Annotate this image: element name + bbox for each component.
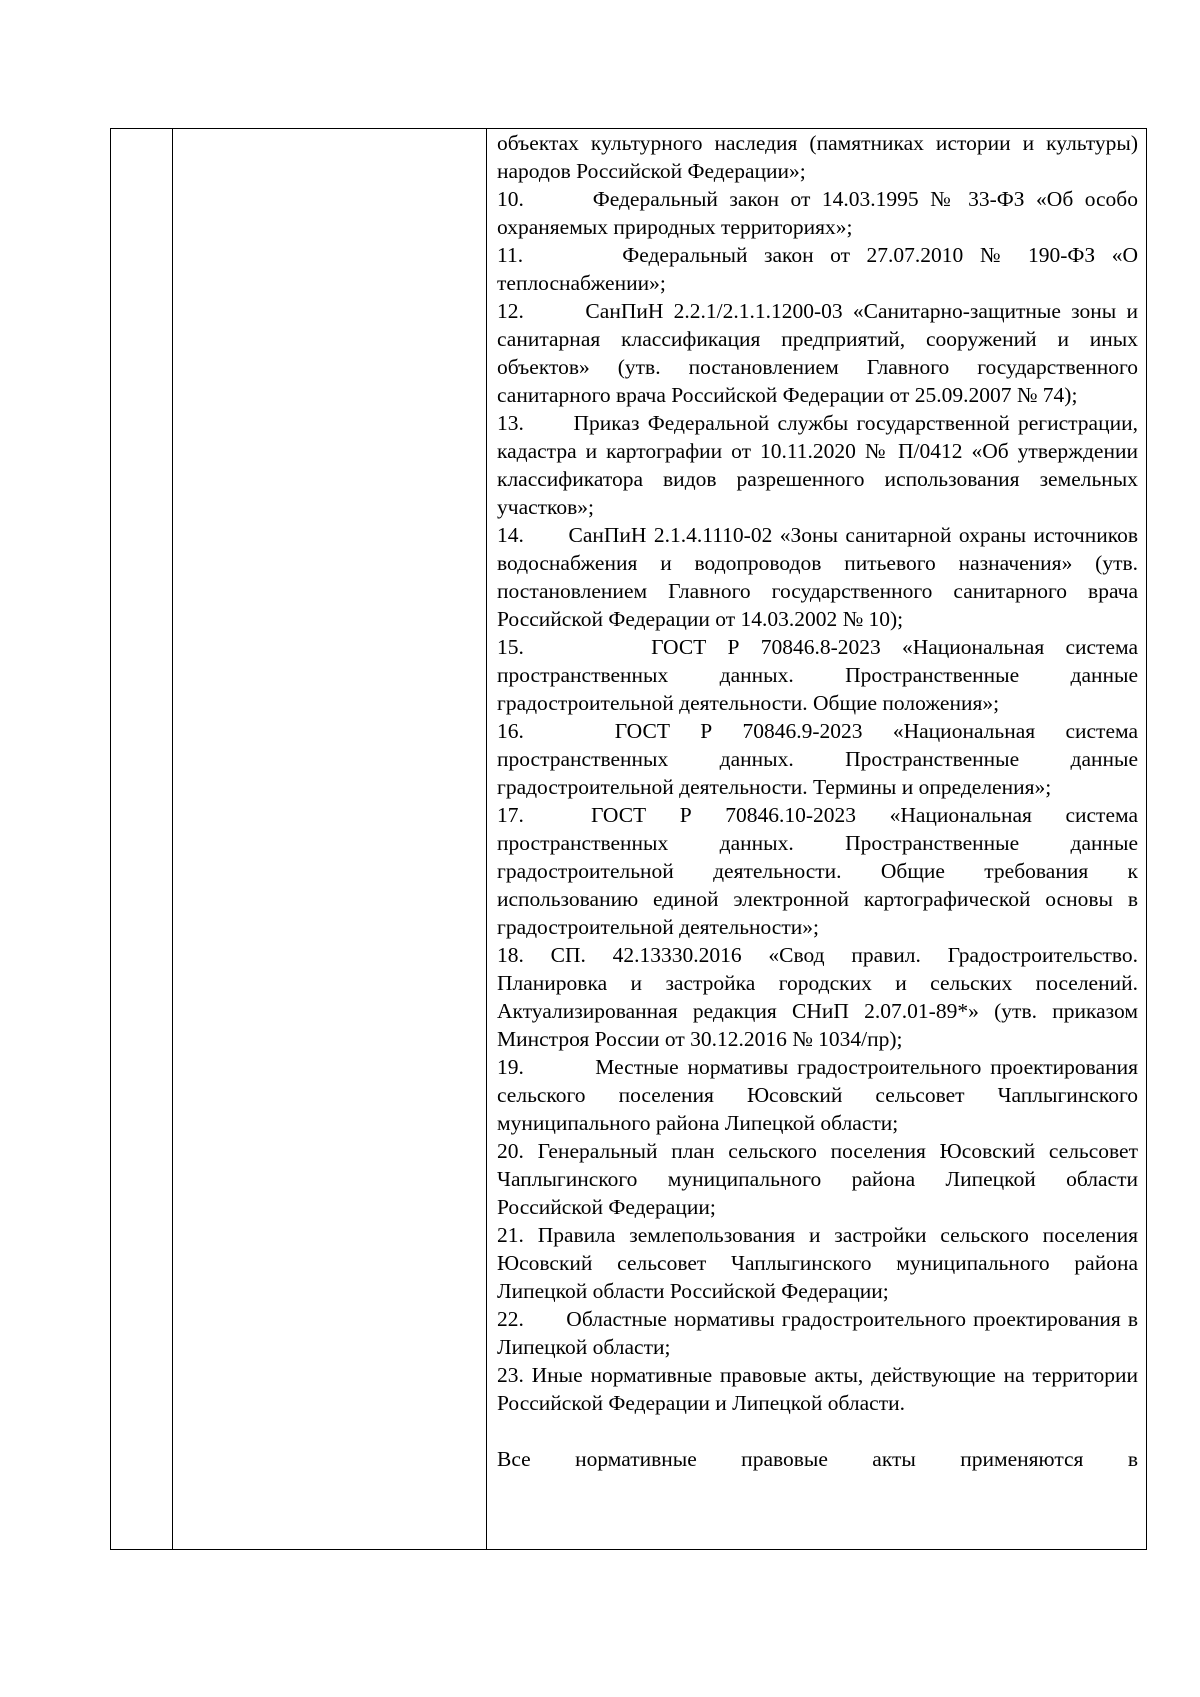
list-item: 12. СанПиН 2.2.1/2.1.1.1200-03 «Санитарно-защитные зоны и санитарная классификация предприятий, сооружений и иных объектов» (утв. постановлением Главного государственного санитарного врача Российской Федерации от 25.09.2007 № 74); xyxy=(497,299,1138,407)
list-item: объектах культурного наследия (памятниках истории и культуры) народов Российской Федерации»; xyxy=(497,131,1138,183)
content-column xyxy=(487,129,1146,1549)
number-column xyxy=(111,129,173,1549)
list-item: 23. Иные нормативные правовые акты, действующие на территории Российской Федерации и Липецкой области. xyxy=(497,1363,1138,1415)
list-item: 20. Генеральный план сельского поселения Юсовский сельсовет Чаплыгинского муниципального района Липецкой области Российской Федерации; xyxy=(497,1139,1138,1219)
final-paragraph-clip xyxy=(497,1445,1138,1473)
list-item: 10. Федеральный закон от 14.03.1995 № 33-ФЗ «Об особо охраняемых природных территориях»; xyxy=(497,187,1138,239)
list-item: 22. Областные нормативы градостроительного проектирования в Липецкой области; xyxy=(497,1307,1138,1359)
list-item: 21. Правила землепользования и застройки сельского поселения Юсовский сельсовет Чаплыгинского муниципального района Липецкой области Российской Федерации; xyxy=(497,1223,1138,1303)
list-item: 14. СанПиН 2.1.4.1110-02 «Зоны санитарной охраны источников водоснабжения и водопроводов питьевого назначения» (утв. постановлением Главного государственного санитарного врача Российской Федерации от 14.03.2002 № 10); xyxy=(497,523,1138,631)
list-item: 19. Местные нормативы градостроительного проектирования сельского поселения Юсовский сельсовет Чаплыгинского муниципального района Липецкой области; xyxy=(497,1055,1138,1135)
list-item: 13. Приказ Федеральной службы государственной регистрации, кадастра и картографии от 10.11.2020 № П/0412 «Об утверждении классификатора видов разрешенного использования земельных участков»; xyxy=(497,411,1138,519)
final-paragraph: Все нормативные правовые акты применяются в xyxy=(497,1447,1138,1471)
paragraph-gap xyxy=(497,1417,1138,1445)
list-item: 15. ГОСТ Р 70846.8-2023 «Национальная система пространственных данных. Пространственные данные градостроительной деятельности. Общие положения»; xyxy=(497,635,1138,715)
list-item: 11. Федеральный закон от 27.07.2010 № 190-ФЗ «О теплоснабжении»; xyxy=(497,243,1138,295)
list-item: 16. ГОСТ Р 70846.9-2023 «Национальная система пространственных данных. Пространственные данные градостроительной деятельности. Термины и определения»; xyxy=(497,719,1138,799)
document-table xyxy=(110,128,1147,1550)
list-item: 18. СП. 42.13330.2016 «Свод правил. Градостроительство. Планировка и застройка городских и сельских поселений. Актуализированная редакция СНиП 2.07.01-89*» (утв. приказом Минстроя России от 30.12.2016 № 1034/пр); xyxy=(497,943,1138,1051)
name-column xyxy=(173,129,487,1549)
list-item: 17. ГОСТ Р 70846.10-2023 «Национальная система пространственных данных. Пространственные данные градостроительной деятельности. Общие требования к использованию единой электронной картографической основы в градостроительной деятельности»; xyxy=(497,803,1138,939)
